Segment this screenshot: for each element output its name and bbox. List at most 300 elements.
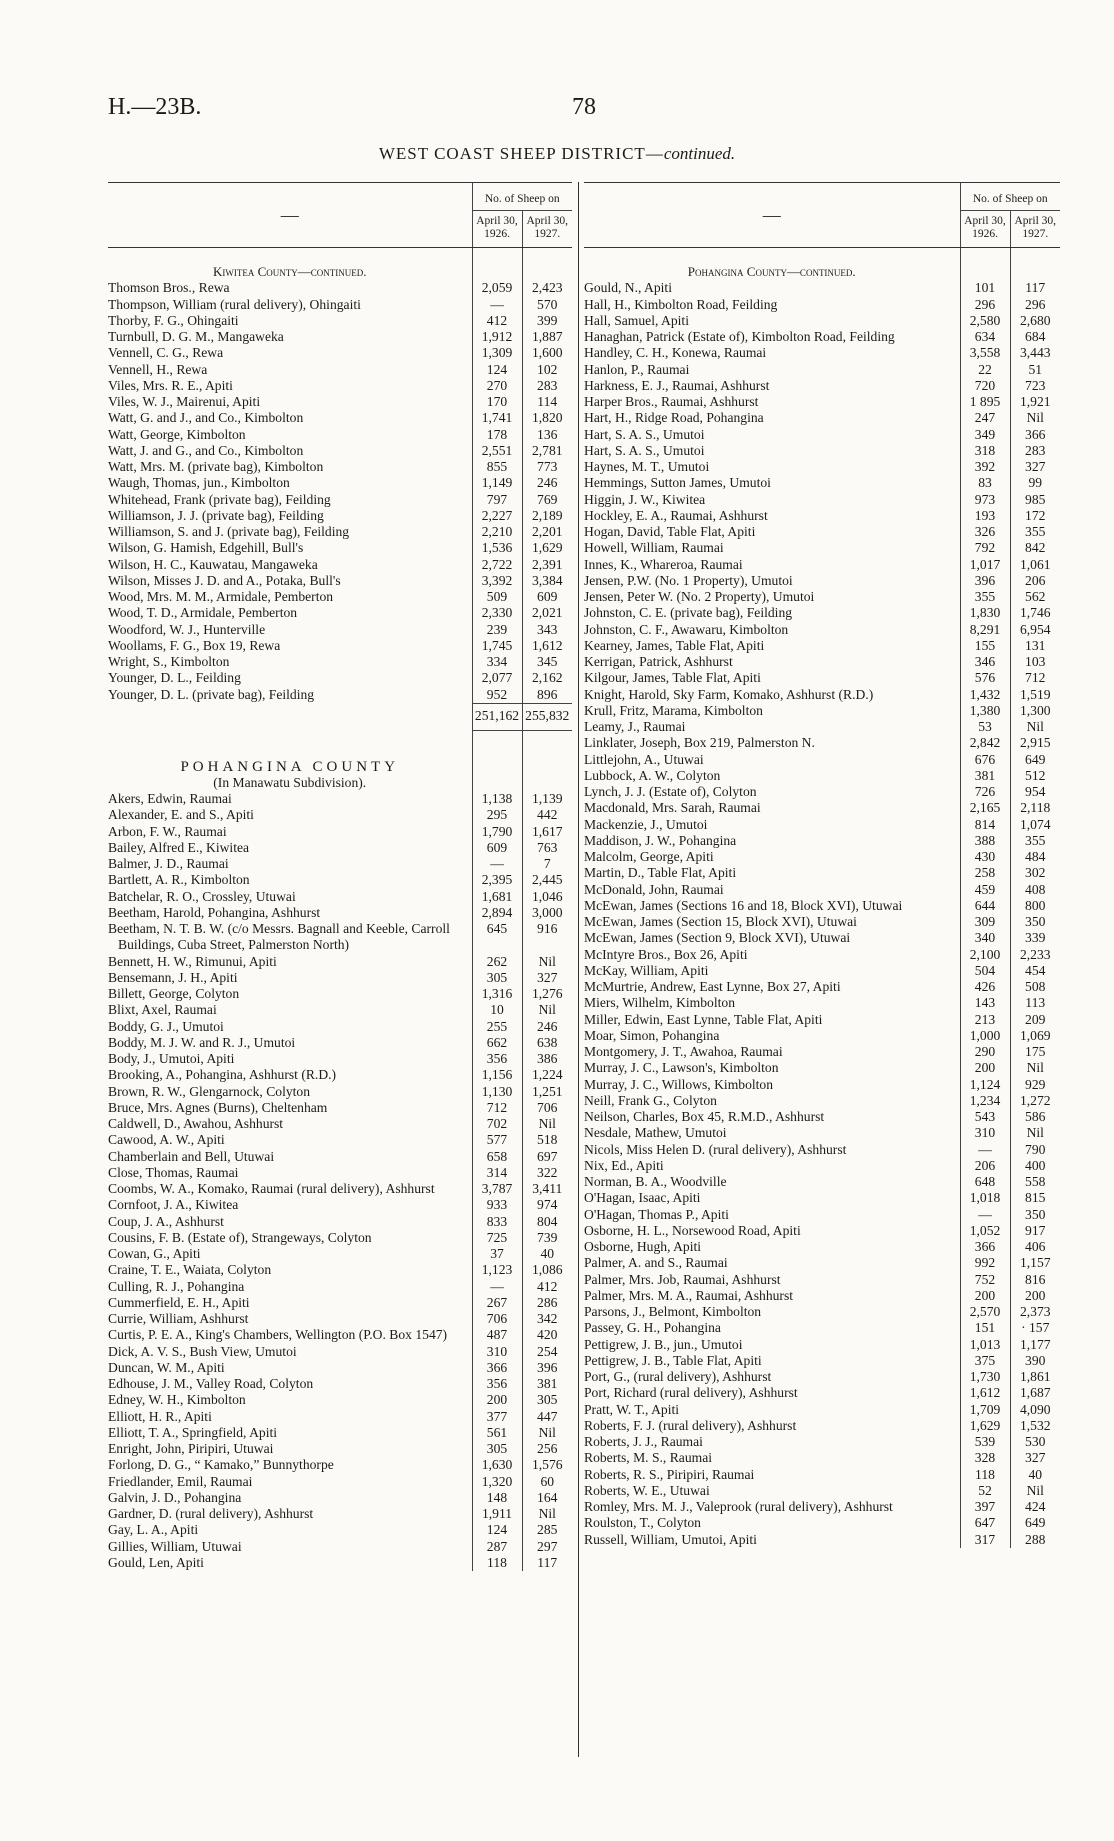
sheep-1927: 1,251 (522, 1084, 572, 1100)
owner-name: Handley, C. H., Konewa, Raumai (584, 345, 767, 361)
sheep-1926: 37 (472, 1246, 522, 1262)
sheep-1927: 175 (1010, 1044, 1060, 1060)
sheep-1927: 2,373 (1010, 1304, 1060, 1320)
table-row (108, 1392, 572, 1408)
sheep-1927: 773 (522, 459, 572, 475)
sheep-1927: 406 (1010, 1239, 1060, 1255)
owner-name: Roberts, W. E., Utuwai (584, 1482, 710, 1498)
sheep-1927: 246 (522, 1019, 572, 1035)
table-row (108, 1425, 572, 1441)
sheep-1926: 2,570 (960, 1304, 1010, 1320)
owner-name: Coup, J. A., Ashhurst (108, 1213, 224, 1229)
sheep-1927: 3,411 (522, 1181, 572, 1197)
table-row (584, 1044, 1060, 1060)
table-row (584, 800, 1060, 816)
sheep-1926: 3,787 (472, 1181, 522, 1197)
sheep-1926: 267 (472, 1295, 522, 1311)
table-row (108, 573, 572, 589)
table-row (108, 1197, 572, 1213)
sheep-1927: 386 (522, 1051, 572, 1067)
sheep-1927: 117 (1010, 280, 1060, 296)
title-continued: continued. (663, 144, 736, 163)
owner-name: Parsons, J., Belmont, Kimbolton (584, 1304, 762, 1319)
table-row (108, 1067, 572, 1083)
owner-name: Brown, R. W., Glengarnock, Colyton (108, 1083, 311, 1099)
table-row (584, 622, 1060, 638)
sheep-1926: 366 (472, 1360, 522, 1376)
owner-name: Currie, William, Ashhurst (108, 1311, 249, 1326)
sheep-1926: 973 (960, 492, 1010, 508)
sheep-1927: 1,576 (522, 1457, 572, 1473)
owner-name: Wilson, G. Hamish, Edgehill, Bull's (108, 540, 304, 556)
owner-name: Alexander, E. and S., Apiti (108, 807, 254, 823)
table-row (108, 954, 572, 970)
sheep-1926: 392 (960, 459, 1010, 475)
owner-name: Harper Bros., Raumai, Ashhurst (584, 394, 759, 409)
table-row (108, 524, 572, 540)
table-row (584, 947, 1060, 963)
owner-name: Macdonald, Mrs. Sarah, Raumai (584, 800, 761, 816)
sheep-1926: 712 (472, 1100, 522, 1116)
sheep-1926: 412 (472, 313, 522, 329)
sheep-1927: 424 (1010, 1499, 1060, 1515)
table-row (584, 605, 1060, 621)
sheep-1926: 952 (472, 687, 522, 704)
sheep-1927: 345 (522, 654, 572, 670)
table-row (108, 1035, 572, 1051)
sheep-1926: 2,100 (960, 947, 1010, 963)
owner-name: Edney, W. H., Kimbolton (108, 1392, 246, 1408)
sheep-1927: 288 (1010, 1532, 1060, 1548)
header-dash: — (108, 183, 472, 248)
table-row (584, 280, 1060, 296)
owner-name: Wilson, H. C., Kauwatau, Mangaweka (108, 556, 318, 572)
sheep-1927: 1,086 (522, 1262, 572, 1278)
owner-name: Wilson, Misses J. D. and A., Potaka, Bull's (108, 572, 341, 588)
sheep-1927: 200 (1010, 1288, 1060, 1304)
sheep-1927: 3,384 (522, 573, 572, 589)
table-row (108, 905, 572, 921)
sheep-1926: 487 (472, 1327, 522, 1343)
sheep-1926: 310 (960, 1125, 1010, 1141)
document-reference: H.—23B. (108, 94, 202, 120)
sheep-1927: 1,687 (1010, 1385, 1060, 1401)
sheep-1926: 1,130 (472, 1084, 522, 1100)
sheep-1926: 262 (472, 954, 522, 970)
sheep-1927: 917 (1010, 1223, 1060, 1239)
sheep-1926: — (472, 297, 522, 313)
owner-name: Viles, Mrs. R. E., Apiti (108, 377, 233, 393)
sheep-1927: Nil (522, 1425, 572, 1441)
sheep-1926: 676 (960, 752, 1010, 768)
owner-name: Culling, R. J., Pohangina (108, 1278, 245, 1294)
table-row (108, 1084, 572, 1100)
table-row (584, 1125, 1060, 1141)
sheep-1926: 356 (472, 1376, 522, 1392)
owner-name: Hart, S. A. S., Umutoi (584, 442, 705, 458)
owner-name: Krull, Fritz, Marama, Kimbolton (584, 702, 763, 718)
sheep-1927: 355 (1010, 524, 1060, 540)
sheep-1927: 4,090 (1010, 1402, 1060, 1418)
sheep-1927: 1,157 (1010, 1255, 1060, 1271)
sheep-1927: 804 (522, 1214, 572, 1230)
owner-name: Watt, Mrs. M. (private bag), Kimbolton (108, 459, 324, 474)
table-row (108, 459, 572, 475)
owner-name: Wood, T. D., Armidale, Pemberton (108, 605, 298, 621)
sheep-1927: · 157 (1010, 1320, 1060, 1336)
sheep-1926: 397 (960, 1499, 1010, 1515)
owner-name: Nicols, Miss Helen D. (rural delivery), Ashhurst (584, 1141, 847, 1157)
sheep-1927: 1,224 (522, 1067, 572, 1083)
table-row (108, 1474, 572, 1490)
sheep-1927: 285 (522, 1522, 572, 1538)
owner-name: Haynes, M. T., Umutoi (584, 459, 710, 474)
owner-name: Roberts, F. J. (rural delivery), Ashhurst (584, 1417, 797, 1433)
owner-name: Wright, S., Kimbolton (108, 654, 230, 669)
sheep-1926: 662 (472, 1035, 522, 1051)
table-row (584, 492, 1060, 508)
left-table (108, 182, 572, 1571)
owner-name: Port, Richard (rural delivery), Ashhurst (584, 1385, 798, 1401)
sheep-1927: 769 (522, 492, 572, 508)
table-row (584, 914, 1060, 930)
table-row (584, 670, 1060, 686)
owner-name: Woollams, F. G., Box 19, Rewa (108, 637, 281, 653)
sheep-1927: 2,118 (1010, 800, 1060, 816)
owner-name: Akers, Edwin, Raumai (108, 791, 232, 806)
sheep-1926: 1,612 (960, 1385, 1010, 1401)
sheep-1927: 172 (1010, 508, 1060, 524)
table-row (584, 1369, 1060, 1385)
sheep-1926: 1,052 (960, 1223, 1010, 1239)
owner-name: Johnston, C. E. (private bag), Feilding (584, 605, 793, 621)
sheep-1926: 1,790 (472, 824, 522, 840)
table-row (584, 557, 1060, 573)
table-row (584, 654, 1060, 670)
sheep-1927: 420 (522, 1327, 572, 1343)
sheep-1926: 658 (472, 1149, 522, 1165)
sheep-1927: 530 (1010, 1434, 1060, 1450)
owner-name: Thomson Bros., Rewa (108, 280, 230, 296)
sheep-1926: 933 (472, 1197, 522, 1213)
sheep-1926: 200 (960, 1060, 1010, 1076)
sheep-1926: 1,123 (472, 1262, 522, 1278)
owner-name: Beetham, N. T. B. W. (c/o Messrs. Bagnall and Keeble, Carroll Buildings, Cuba Street, Palmerston North) (108, 921, 450, 953)
sheep-1926: 377 (472, 1409, 522, 1425)
owner-name: Brooking, A., Pohangina, Ashhurst (R.D.) (108, 1067, 337, 1083)
sheep-1927: 842 (1010, 540, 1060, 556)
sheep-1927: 302 (1010, 865, 1060, 881)
table-row (108, 1490, 572, 1506)
sheep-1927: 131 (1010, 638, 1060, 654)
sheep-1927: 246 (522, 475, 572, 491)
sheep-1926: 1,912 (472, 329, 522, 345)
owner-name: Roberts, R. S., Piripiri, Raumai (584, 1466, 755, 1482)
sheep-1926: 647 (960, 1515, 1010, 1531)
sheep-1926: 1,234 (960, 1093, 1010, 1109)
table-row (108, 840, 572, 856)
table-row (108, 638, 572, 654)
owner-name: Wood, Mrs. M. M., Armidale, Pemberton (108, 589, 334, 604)
header-1926: April 30, 1926. (472, 211, 522, 248)
sheep-1926: 539 (960, 1434, 1010, 1450)
table-row (108, 1214, 572, 1230)
owner-name: McEwan, James (Section 9, Block XVI), Utuwai (584, 930, 851, 946)
owner-name: Osborne, Hugh, Apiti (584, 1239, 702, 1254)
table-row (584, 362, 1060, 378)
owner-name: Bruce, Mrs. Agnes (Burns), Cheltenham (108, 1099, 328, 1115)
owner-name: Craine, T. E., Waiata, Colyton (108, 1262, 272, 1278)
sheep-1927: 3,443 (1010, 345, 1060, 361)
sheep-1926: 645 (472, 921, 522, 954)
table-row (584, 1499, 1060, 1515)
sheep-1926: 314 (472, 1165, 522, 1181)
table-row (108, 1311, 572, 1327)
sheep-1927: 2,189 (522, 508, 572, 524)
table-row (584, 849, 1060, 865)
sheep-1927: 1,887 (522, 329, 572, 345)
table-row (108, 443, 572, 459)
section-heading-pohangina-continued: Pohangina County—continued. (687, 264, 856, 279)
sheep-1927: 649 (1010, 1515, 1060, 1531)
owner-name: Body, J., Umutoi, Apiti (108, 1051, 235, 1066)
owner-name: Harkness, E. J., Raumai, Ashhurst (584, 377, 770, 393)
table-row (584, 427, 1060, 443)
table-row (108, 313, 572, 329)
sheep-1927: 697 (522, 1149, 572, 1165)
owner-name: Elliott, H. R., Apiti (108, 1408, 212, 1424)
sheep-1926: 295 (472, 807, 522, 823)
sheep-1927: 2,423 (522, 280, 572, 296)
owner-name: Williamson, S. and J. (private bag), Feilding (108, 524, 350, 539)
sheep-1927: 366 (1010, 427, 1060, 443)
table-row (584, 638, 1060, 654)
sheep-1927: 815 (1010, 1190, 1060, 1206)
table-row (108, 427, 572, 443)
sheep-1926: 143 (960, 995, 1010, 1011)
table-row (108, 654, 572, 670)
sheep-1927: Nil (1010, 1483, 1060, 1499)
owner-name: Russell, William, Umutoi, Apiti (584, 1531, 757, 1547)
sheep-1926: 2,077 (472, 670, 522, 686)
table-row (108, 1165, 572, 1181)
total-1926: 251,162 (472, 703, 522, 730)
sheep-1926: — (472, 856, 522, 872)
sheep-1926: 561 (472, 1425, 522, 1441)
sheep-1926: 270 (472, 378, 522, 394)
table-row (584, 865, 1060, 881)
column-divider (578, 182, 579, 1757)
sheep-1927: 800 (1010, 898, 1060, 914)
sheep-1927: 350 (1010, 1207, 1060, 1223)
table-row (108, 687, 572, 704)
table-row (108, 1376, 572, 1392)
sheep-1927: 40 (522, 1246, 572, 1262)
sheep-1926: 318 (960, 443, 1010, 459)
sheep-1926: 814 (960, 817, 1010, 833)
owner-name: Watt, G. and J., and Co., Kimbolton (108, 410, 304, 426)
left-column (108, 182, 572, 1571)
table-row (108, 1409, 572, 1425)
sheep-1927: 723 (1010, 378, 1060, 394)
owner-name: Jensen, P.W. (No. 1 Property), Umutoi (584, 572, 793, 588)
sheep-1927: 286 (522, 1295, 572, 1311)
owner-name: Watt, George, Kimbolton (108, 426, 246, 442)
sheep-1927: 99 (1010, 475, 1060, 491)
owner-name: Hall, Samuel, Apiti (584, 312, 689, 328)
table-row (584, 1385, 1060, 1401)
sheep-1927: 484 (1010, 849, 1060, 865)
table-row (584, 540, 1060, 556)
sheep-1927: 399 (522, 313, 572, 329)
sheep-1927: 974 (522, 1197, 572, 1213)
table-row (584, 930, 1060, 946)
owner-name: Galvin, J. D., Pohangina (108, 1489, 242, 1505)
header-1926: April 30, 1926. (960, 211, 1010, 248)
table-row (108, 1522, 572, 1538)
sheep-1926: 328 (960, 1450, 1010, 1466)
sheep-1927: 649 (1010, 752, 1060, 768)
sheep-1926: 334 (472, 654, 522, 670)
table-row (584, 313, 1060, 329)
owner-name: Hall, H., Kimbolton Road, Feilding (584, 296, 778, 312)
sheep-1927: 206 (1010, 573, 1060, 589)
sheep-1926: 349 (960, 427, 1010, 443)
sheep-1927: 136 (522, 427, 572, 443)
owner-name: Hart, H., Ridge Road, Pohangina (584, 410, 764, 426)
sheep-1927: 1,600 (522, 345, 572, 361)
sheep-1927: 117 (522, 1555, 572, 1571)
table-row (584, 573, 1060, 589)
sheep-1927: 164 (522, 1490, 572, 1506)
table-row (584, 882, 1060, 898)
sheep-1926: 326 (960, 524, 1010, 540)
sheep-1926: 8,291 (960, 622, 1010, 638)
table-row (584, 1239, 1060, 1255)
table-row (584, 995, 1060, 1011)
table-row (584, 378, 1060, 394)
sheep-1926: 200 (960, 1288, 1010, 1304)
sheep-1927: 706 (522, 1100, 572, 1116)
sheep-1926: 170 (472, 394, 522, 410)
sheep-1927: 327 (1010, 1450, 1060, 1466)
sheep-1927: 40 (1010, 1467, 1060, 1483)
table-row (108, 378, 572, 394)
sheep-1927: 355 (1010, 833, 1060, 849)
sheep-1926: 1,000 (960, 1028, 1010, 1044)
sheep-1926: 200 (472, 1392, 522, 1408)
sheep-1926: 992 (960, 1255, 1010, 1271)
owner-name: Bailey, Alfred E., Kiwitea (108, 839, 250, 855)
sheep-1926: 366 (960, 1239, 1010, 1255)
sheep-1926: 426 (960, 979, 1010, 995)
owner-name: Lynch, J. J. (Estate of), Colyton (584, 784, 757, 799)
sheep-1927: Nil (522, 1506, 572, 1522)
owner-name: Balmer, J. D., Raumai (108, 856, 229, 871)
owner-name: Woodford, W. J., Hunterville (108, 621, 266, 637)
sheep-1926: 2,894 (472, 905, 522, 921)
owner-name: Coombs, W. A., Komako, Raumai (rural delivery), Ashhurst (108, 1181, 435, 1196)
table-row (108, 492, 572, 508)
owner-name: Beetham, Harold, Pohangina, Ashhurst (108, 904, 321, 920)
sheep-1927: 412 (522, 1279, 572, 1295)
sheep-1926: 2,722 (472, 557, 522, 573)
table-row (108, 1457, 572, 1473)
owner-name: Roberts, M. S., Raumai (584, 1450, 713, 1466)
sheep-1927: 2,162 (522, 670, 572, 686)
sheep-1927: 381 (522, 1376, 572, 1392)
sheep-1927: 790 (1010, 1142, 1060, 1158)
table-row (108, 1100, 572, 1116)
sheep-1926: 3,558 (960, 345, 1010, 361)
right-table (584, 182, 1060, 1548)
sheep-1926: 1 895 (960, 394, 1010, 410)
owner-name: Roberts, J. J., Raumai (584, 1434, 703, 1449)
table-row (108, 889, 572, 905)
sheep-1926: 577 (472, 1132, 522, 1148)
table-row (108, 1506, 572, 1522)
table-row (108, 1230, 572, 1246)
sheep-1927: 586 (1010, 1109, 1060, 1125)
sheep-1927: 256 (522, 1441, 572, 1457)
owner-name: Vennell, H., Rewa (108, 361, 208, 377)
sheep-1927: 739 (522, 1230, 572, 1246)
owner-name: Pettigrew, J. B., Table Flat, Apiti (584, 1352, 762, 1368)
sheep-1926: 1,709 (960, 1402, 1010, 1418)
sheep-1927: 929 (1010, 1077, 1060, 1093)
table-row (108, 1539, 572, 1555)
sheep-1927: 114 (522, 394, 572, 410)
owner-name: Romley, Mrs. M. J., Valeprook (rural delivery), Ashhurst (584, 1499, 893, 1514)
table-row (108, 1132, 572, 1148)
sheep-1927: 6,954 (1010, 622, 1060, 638)
owner-name: Cowan, G., Apiti (108, 1246, 201, 1261)
header-1927: April 30, 1927. (522, 211, 572, 248)
sheep-1927: 562 (1010, 589, 1060, 605)
sheep-1926: 1,138 (472, 791, 522, 807)
owner-name: Gay, L. A., Apiti (108, 1522, 199, 1538)
table-row (108, 1555, 572, 1571)
sheep-1927: 1,629 (522, 540, 572, 556)
sheep-1927: 60 (522, 1474, 572, 1490)
sheep-1926: 634 (960, 329, 1010, 345)
sheep-1926: 1,124 (960, 1077, 1010, 1093)
owner-name: Gould, Len, Apiti (108, 1554, 204, 1570)
sheep-1926: 193 (960, 508, 1010, 524)
table-row (584, 703, 1060, 719)
table-row (108, 622, 572, 638)
sheep-1926: 155 (960, 638, 1010, 654)
owner-name: Neill, Frank G., Colyton (584, 1092, 717, 1108)
owner-name: Vennell, C. G., Rewa (108, 345, 224, 361)
table-row (108, 1295, 572, 1311)
table-row (108, 605, 572, 621)
header-sheep-count: No. of Sheep on (472, 183, 572, 211)
owner-name: McEwan, James (Sections 16 and 18, Block XVI), Utuwai (584, 897, 903, 913)
owner-name: Thompson, William (rural delivery), Ohingaiti (108, 296, 361, 312)
owner-name: Hart, S. A. S., Umutoi (584, 426, 705, 442)
table-row (108, 824, 572, 840)
sheep-1926: 1,156 (472, 1067, 522, 1083)
sheep-1927: 896 (522, 687, 572, 704)
sheep-1926: 52 (960, 1483, 1010, 1499)
sheep-1926: 118 (960, 1467, 1010, 1483)
sheep-1926: 1,309 (472, 345, 522, 361)
table-row (584, 297, 1060, 313)
sheep-1927: 558 (1010, 1174, 1060, 1190)
sheep-1927: 454 (1010, 963, 1060, 979)
owner-name: Innes, K., Whareroa, Raumai (584, 556, 743, 572)
